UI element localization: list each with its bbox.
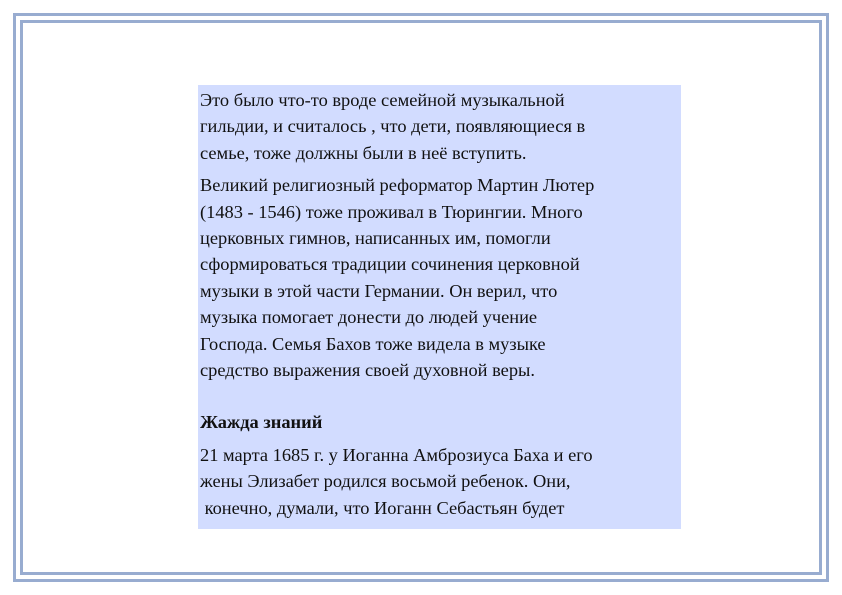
text-block bbox=[198, 85, 681, 529]
section-heading: Жажда знаний bbox=[200, 412, 323, 433]
paragraph-music-guild: Это было что-то вроде семейной музыкальной гильдии, и считалось , что дети, появляющиеся в семье, тоже должны были в неё вступить. bbox=[200, 90, 586, 163]
paragraph-spacer bbox=[200, 383, 679, 409]
paragraph-martin-luther: Великий религиозный реформатор Мартин Лютер (1483 - 1546) тоже проживал в Тюрингии. Много церковных гимнов, написанных им, помогли сформироваться традиции сочинения церковной музыки в этой части Германии. Он верил, что музыка помогает донести до людей учение Господа. Семья Бахов тоже видела в музыке средство выражения своей духовной веры. bbox=[200, 175, 595, 381]
paragraph-birth: 21 марта 1685 г. у Иоганна Амброзиуса Баха и его жены Элизабет родился восьмой ребенок. Они, конечно, думали, что Иоганн Себастьян будет bbox=[200, 444, 593, 518]
